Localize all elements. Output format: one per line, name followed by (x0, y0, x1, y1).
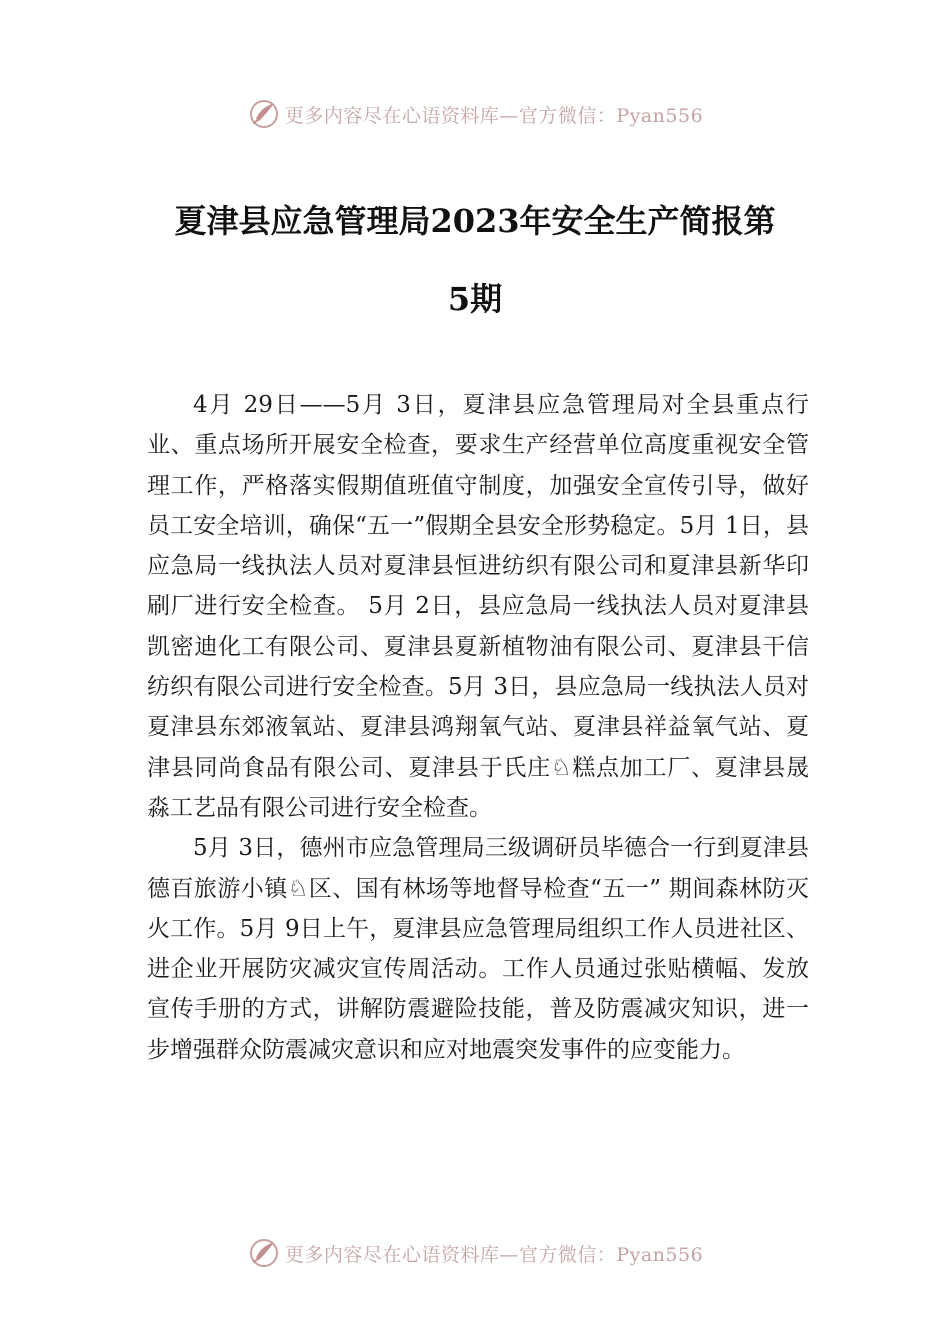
document-title-line-1: 夏津县应急管理局2023年安全生产简报第 (174, 202, 776, 240)
paragraph-1: 4月 29日——5月 3日，夏津县应急管理局对全县重点行业、重点场所开展安全检查，要求生产经营单位高度重视安全管理工作，严格落实假期值班值守制度，加强安全宣传引导，做好员工安全培训，确保“五一”假期全县安全形势稳定。5月 1日，县应急局一线执法人员对夏津县恒进纺织有限公司和夏津县新华印刷厂进行安全检查。 5月 2日，县应急局一线执法人员对夏津县凯密迪化工有限公司、夏津县夏新植物油有限公司、夏津县干信纺织有限公司进行安全检查。5月 3日，县应急局一线执法人员对夏津县东郊液氧站、夏津县鸿翔氧气站、夏津县祥益氧气站、夏津县同尚食品有限公司、夏津县于氏庄♘糕点加工厂、夏津县晟淼工艺品有限公司进行安全检查。 (147, 392, 809, 821)
document-body (147, 385, 809, 1070)
footer-watermark (0, 1233, 950, 1273)
ink-brush-logo-icon (247, 97, 281, 131)
watermark-text: 更多内容尽在心语资料库—官方微信：Pyan556 (284, 104, 704, 127)
watermark-text: 更多内容尽在心语资料库—官方微信：Pyan556 (284, 1243, 704, 1266)
ink-brush-logo-icon (247, 1236, 281, 1270)
header-watermark (0, 94, 950, 134)
paragraph-2: 5月 3日，德州市应急管理局三级调研员毕德合一行到夏津县德百旅游小镇♘区、国有林场等地督导检查“五一” 期间森林防灭火工作。5月 9日上午，夏津县应急管理局组织工作人员进社区、进企业开展防灾减灾宣传周活动。工作人员通过张贴横幅、发放宣传手册的方式，讲解防震避险技能，普及防震减灾知识，进一步增强群众防震减灾意识和应对地震突发事件的应变能力。 (147, 835, 809, 1063)
document-title-line-2: 5期 (447, 280, 503, 318)
